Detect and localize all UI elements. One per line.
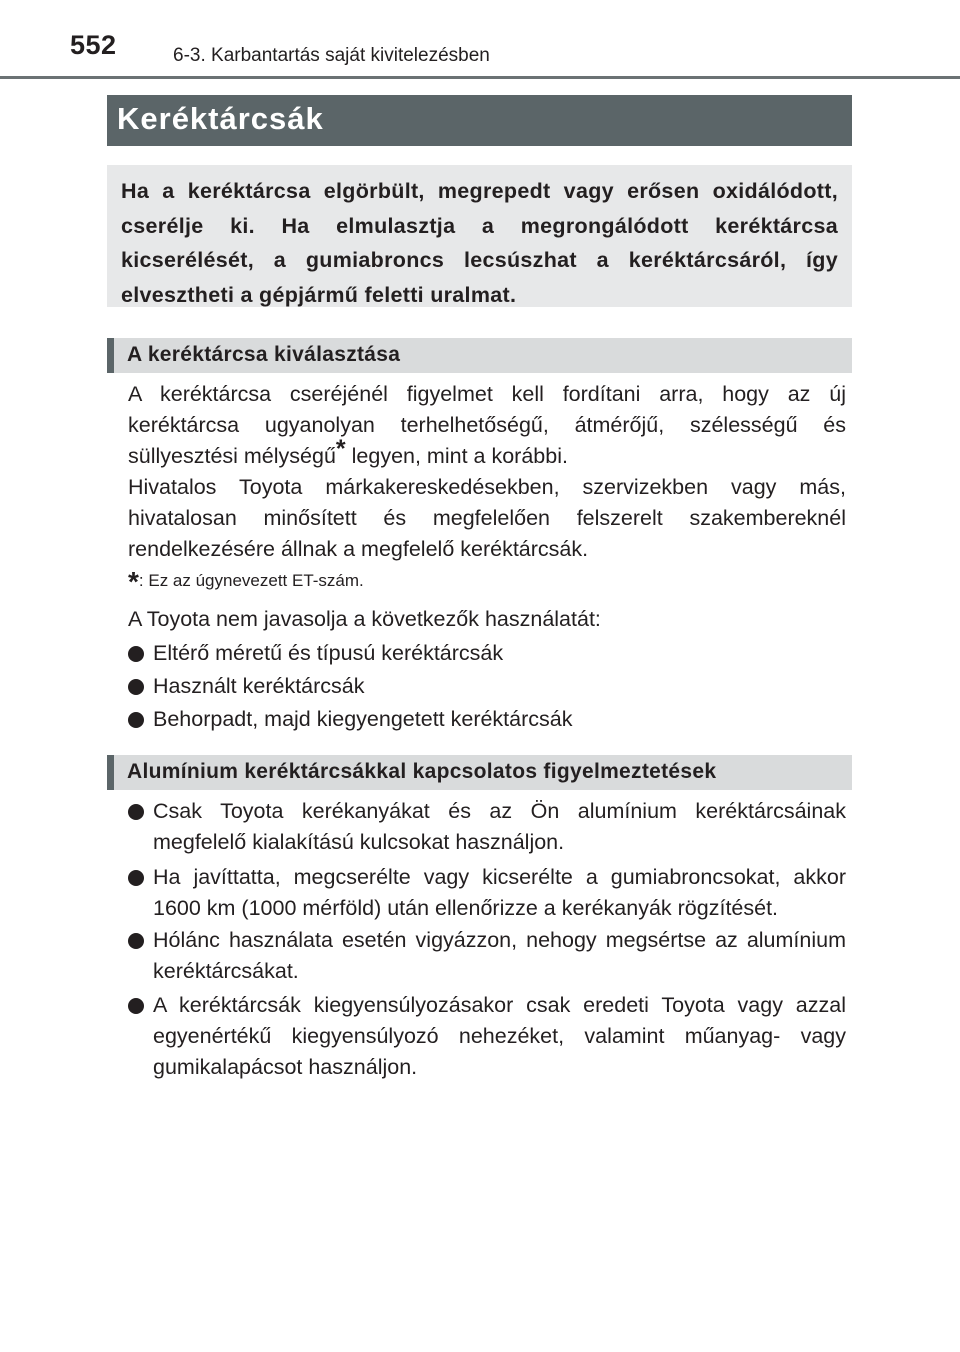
list-item [128,925,846,987]
list-item-text: Használt keréktárcsák [153,674,365,698]
paragraph-text: A keréktárcsa cseréjénél figyelmet kell fordítani arra, hogy az új keréktárcsa ugyanolyan terhelhetőségű, átmérőjű, szélességű és süllyesztési mélységű [128,382,846,468]
bullet-icon [128,646,144,662]
bullet-icon [128,998,144,1014]
list-item [128,990,846,1083]
list-item [128,862,846,924]
page-title: Keréktárcsák [117,101,324,136]
footnote-star: * [128,566,139,597]
section-reference: 6-3. Karbantartás saját kivitelezésben [173,45,490,66]
list-item [128,638,846,669]
list-item [128,704,846,735]
section-heading-aluminium [107,755,852,790]
bullet-icon [128,870,144,886]
heading-accent-bar [107,755,114,790]
intro-line: A Toyota nem javasolja a következők használatát: [128,607,601,631]
bullet-icon [128,712,144,728]
list-item-text: Csak Toyota kerékanyákat és az Ön alumínium keréktárcsáinak megfelelő kialakítású kulcsokat használjon. [153,799,846,854]
section-heading-label: A keréktárcsa kiválasztása [127,343,401,366]
bullet-icon [128,804,144,820]
page-title-bar [107,95,852,146]
list-item-text: Eltérő méretű és típusú keréktárcsák [153,641,504,665]
warning-text: Ha a keréktárcsa elgörbült, megrepedt vagy erősen oxidálódott, cserélje ki. Ha elmulasztja a megrongálódott keréktárcsa kicserélését, a gumiabroncs lecsúszhat a keréktárcsáról, így elvesztheti a gépjármű feletti uralmat. [121,179,838,307]
header-divider [0,76,960,79]
list-item-text: Hólánc használata esetén vigyázzon, nehogy megsértse az alumínium keréktárcsákat. [153,928,846,983]
footnote-marker: * [335,435,346,463]
warning-box [107,165,852,307]
heading-accent-bar [107,338,114,373]
section-heading-selection [107,338,852,373]
paragraph-dealers: Hivatalos Toyota márkakereskedésekben, szervizekben vagy más, hivatalosan minősített és megfelelően felszerelt szakembereknél rendelkezésére állnak a megfelelő keréktárcsák. [128,475,846,561]
section-heading-label: Alumínium keréktárcsákkal kapcsolatos figyelmeztetések [127,760,717,783]
footnote [128,566,364,598]
list-item [128,671,846,702]
list-item [128,796,846,858]
footnote-text: : Ez az úgynevezett ET-szám. [138,571,364,590]
list-item-text: Ha javíttatta, megcserélte vagy kicserélte a gumiabroncsokat, akkor 1600 km (1000 mérföld) után ellenőrizze a kerékanyák rögzítését. [153,865,846,920]
bullet-icon [128,679,144,695]
paragraph-selection [128,379,846,472]
list-item-text: Behorpadt, majd kiegyengetett keréktárcsák [153,707,573,731]
page-number: 552 [70,30,117,60]
page-header [0,0,960,80]
list-item-text: A keréktárcsák kiegyensúlyozásakor csak eredeti Toyota vagy azzal egyenértékű kiegyensúlyozó nehezéket, valamint műanyag- vagy gumikalapácsot használjon. [153,993,846,1079]
bullet-icon [128,933,144,949]
paragraph-text-end: legyen, mint a korábbi. [345,444,568,468]
